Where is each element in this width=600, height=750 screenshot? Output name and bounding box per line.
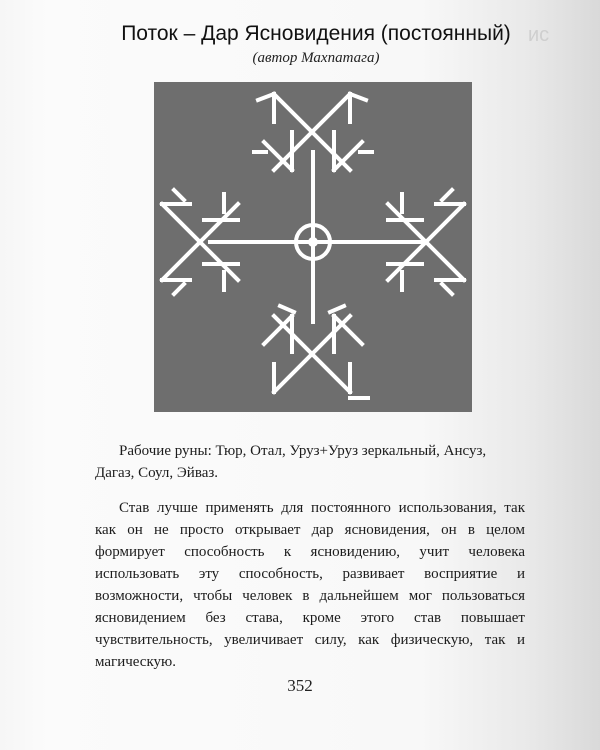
description-paragraph: Став лучше применять для постоянного использования, так как он не просто открывает дар ясновидения, он в целом формирует способность к ясновидению, учит человека использовать эту способность, развивает восприятие и возможности, чтобы человек в дальнейшем мог пользоваться ясновидением без става, кроме этого став повышает чувствительность, увеличивает силу, как физическую, так и магическую. [95,500,525,670]
center-circle-dot [308,237,318,247]
page-title: Поток – Дар Ясновидения (постоянный) [121,22,511,45]
page-number: 352 [287,676,313,695]
rune-stave-figure [154,82,472,412]
author-credit: (автор Махпатага) [252,50,380,66]
rune-stave-svg [154,82,472,412]
bleed-through-text: ис [528,24,550,46]
working-runes-line: Рабочие руны: Тюр, Отал, Уруз+Уруз зеркальный, Ансуз, Дагаз, Соул, Эйваз. [95,443,487,481]
